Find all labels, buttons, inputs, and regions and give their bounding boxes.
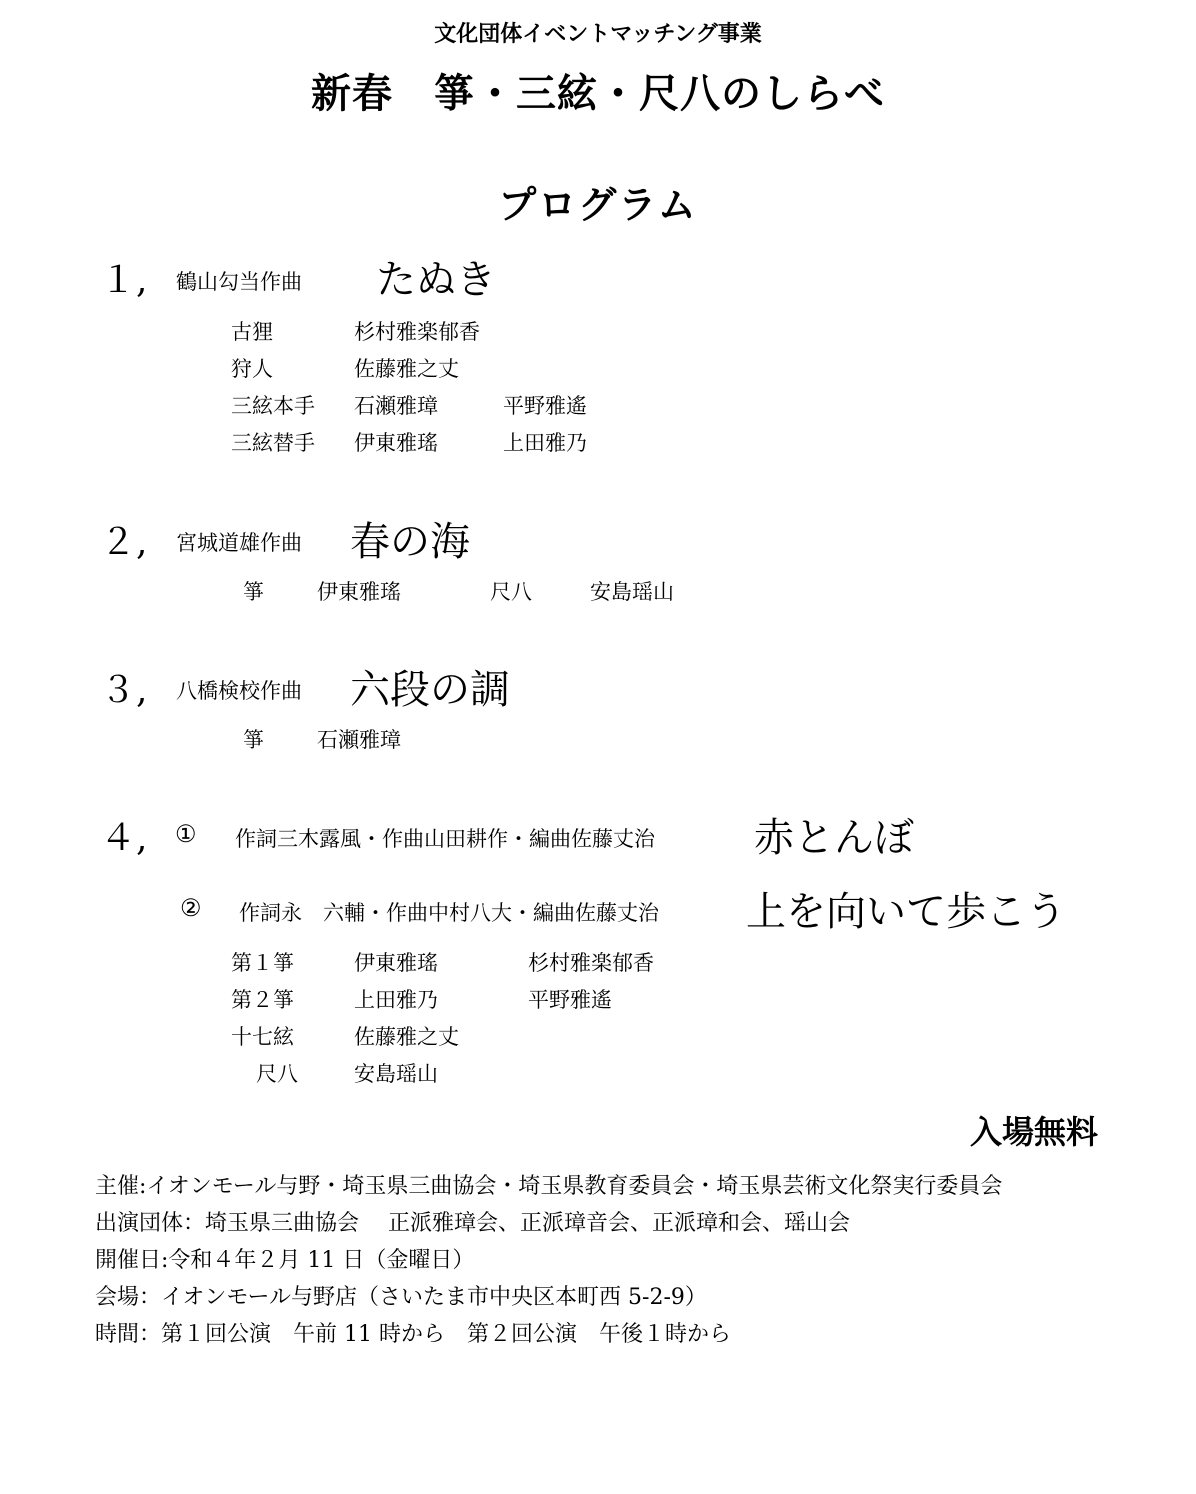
performer-name: 伊東雅瑤: [354, 431, 438, 455]
performer-role: 尺八: [490, 580, 532, 604]
performer-name: 杉村雅楽郁香: [528, 951, 654, 975]
performer-name: 杉村雅楽郁香: [354, 320, 480, 344]
performer-role: 第２箏: [231, 988, 294, 1012]
date-line: 開催日:令和４年２月 11 日（金曜日）: [95, 1248, 475, 1273]
performer-name: 佐藤雅之丈: [354, 1025, 459, 1049]
performer-role: 尺八: [256, 1062, 298, 1086]
performer-role: 箏: [243, 580, 264, 604]
venue-line: 会場：イオンモール与野店（さいたま市中央区本町西 5-2-9）: [95, 1285, 707, 1310]
performer-name: 安島瑶山: [354, 1062, 438, 1086]
song-marker: ②: [180, 894, 202, 922]
performer-role: 十七絃: [231, 1025, 294, 1049]
event-line: 文化団体イベントマッチング事業: [434, 21, 762, 47]
performer-name: 平野雅遙: [528, 988, 612, 1012]
performer-name: 平野雅遙: [503, 394, 587, 418]
groups-line: 出演団体：埼玉県三曲協会 正派雅璋会、正派璋音会、正派璋和会、瑶山会: [95, 1211, 850, 1236]
organizers-line: 主催:イオンモール与野・埼玉県三曲協会・埼玉県教育委員会・埼玉県芸術文化祭実行委員会: [95, 1174, 1003, 1199]
item-composer: 八橋検校作曲: [176, 679, 302, 703]
item-number: １,: [100, 260, 148, 301]
performer-name: 上田雅乃: [503, 431, 587, 455]
item-composer: 宮城道雄作曲: [176, 531, 302, 555]
item-title: たぬき: [376, 257, 496, 303]
performer-role: 箏: [243, 728, 264, 752]
performer-name: 伊東雅瑤: [354, 951, 438, 975]
item-number: ４,: [100, 818, 148, 859]
performer-name: 石瀬雅璋: [317, 728, 401, 752]
song-marker: ①: [175, 820, 197, 848]
item-composer: 鶴山勾当作曲: [176, 270, 302, 294]
performer-role: 三絃替手: [231, 431, 315, 455]
item-number: ３,: [100, 670, 148, 711]
admission-free: 入場無料: [969, 1113, 1098, 1151]
item-title: 春の海: [350, 519, 470, 565]
performer-name: 安島瑶山: [590, 580, 674, 604]
performer-name: 伊東雅瑤: [317, 580, 401, 604]
performer-role: 古狸: [231, 320, 273, 344]
item-title: 六段の調: [350, 667, 510, 713]
time-line: 時間：第１回公演 午前 11 時から 第２回公演 午後１時から: [95, 1322, 731, 1347]
performer-name: 石瀬雅璋: [354, 394, 438, 418]
item-number: ２,: [100, 522, 148, 563]
program-heading: プログラム: [498, 182, 698, 227]
song-title: 上を向いて歩こう: [746, 889, 1066, 935]
performer-role: 三絃本手: [231, 394, 315, 418]
concert-title: 新春 箏・三絃・尺八のしらべ: [311, 70, 885, 117]
performer-name: 佐藤雅之丈: [354, 357, 459, 381]
song-credit: 作詞永 六輔・作曲中村八大・編曲佐藤丈治: [239, 901, 659, 925]
song-credit: 作詞三木露風・作曲山田耕作・編曲佐藤丈治: [235, 827, 655, 851]
performer-name: 上田雅乃: [354, 988, 438, 1012]
song-title: 赤とんぼ: [754, 815, 914, 861]
performer-role: 狩人: [231, 357, 273, 381]
performer-role: 第１箏: [231, 951, 294, 975]
